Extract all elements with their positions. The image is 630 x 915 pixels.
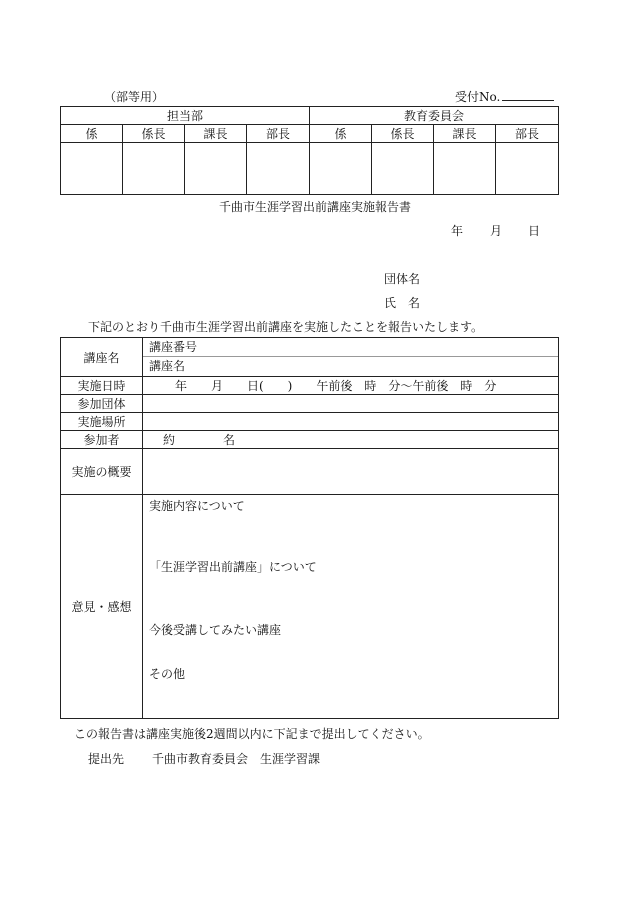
department-note: （部等用） (104, 90, 165, 104)
date-year: 年 (451, 224, 464, 238)
group-field[interactable] (143, 395, 559, 413)
date-month: 月 (490, 224, 503, 238)
name-label: 氏 名 (384, 296, 421, 310)
stamp-cell[interactable] (310, 143, 372, 195)
org-label: 団体名 (384, 272, 421, 286)
stamp-cell[interactable] (434, 143, 496, 195)
approval-role: 部長 (496, 125, 559, 143)
place-label: 実施場所 (61, 413, 143, 431)
approval-role: 係長 (372, 125, 434, 143)
receipt-number (455, 88, 554, 105)
approval-role: 係 (61, 125, 123, 143)
course-number-label: 講座番号 (149, 340, 198, 354)
opinion-label: 意見・感想 (61, 495, 143, 719)
approval-table (60, 106, 559, 195)
opinion-item: 「生涯学習出前講座」について (149, 560, 317, 574)
approval-group-department: 担当部 (61, 107, 310, 125)
summary-label: 実施の概要 (61, 449, 143, 495)
summary-field[interactable] (143, 449, 559, 495)
group-label: 参加団体 (61, 395, 143, 413)
submit-destination: 千曲市教育委員会 生涯学習課 (152, 752, 321, 766)
approval-role: 課長 (185, 125, 247, 143)
course-label: 講座名 (61, 338, 143, 377)
receipt-number-blank[interactable] (502, 88, 554, 101)
course-name-label: 講座名 (143, 356, 558, 376)
approval-role: 課長 (434, 125, 496, 143)
date-label: 実施日時 (61, 377, 143, 395)
stamp-cell[interactable] (185, 143, 247, 195)
opinion-item: その他 (149, 667, 186, 681)
date-value[interactable]: 年 月 日( ) 午前後 時 分～午前後 時 分 (143, 377, 559, 395)
place-field[interactable] (143, 413, 559, 431)
intro-text: 下記のとおり千曲市生涯学習出前講座を実施したことを報告いたします。 (88, 320, 484, 334)
opinion-item: 今後受講してみたい講座 (149, 623, 282, 637)
receipt-label: 受付No. (455, 90, 501, 104)
participants-value[interactable]: 約 名 (143, 431, 559, 449)
participants-label: 参加者 (61, 431, 143, 449)
stamp-cell[interactable] (372, 143, 434, 195)
stamp-cell[interactable] (247, 143, 310, 195)
approval-role: 部長 (247, 125, 310, 143)
stamp-cell[interactable] (61, 143, 123, 195)
stamp-cell[interactable] (123, 143, 185, 195)
stamp-cell[interactable] (496, 143, 559, 195)
document-title: 千曲市生涯学習出前講座実施報告書 (218, 200, 411, 214)
opinion-field[interactable] (143, 495, 559, 719)
opinion-item: 実施内容について (149, 499, 245, 513)
approval-role: 係 (310, 125, 372, 143)
report-form-table (60, 337, 559, 719)
submit-label: 提出先 (88, 752, 125, 766)
approval-role: 係長 (123, 125, 185, 143)
footer-note: この報告書は講座実施後2週間以内に下記まで提出してください。 (74, 727, 430, 741)
approval-group-board: 教育委員会 (310, 107, 559, 125)
date-day: 日 (528, 224, 541, 238)
